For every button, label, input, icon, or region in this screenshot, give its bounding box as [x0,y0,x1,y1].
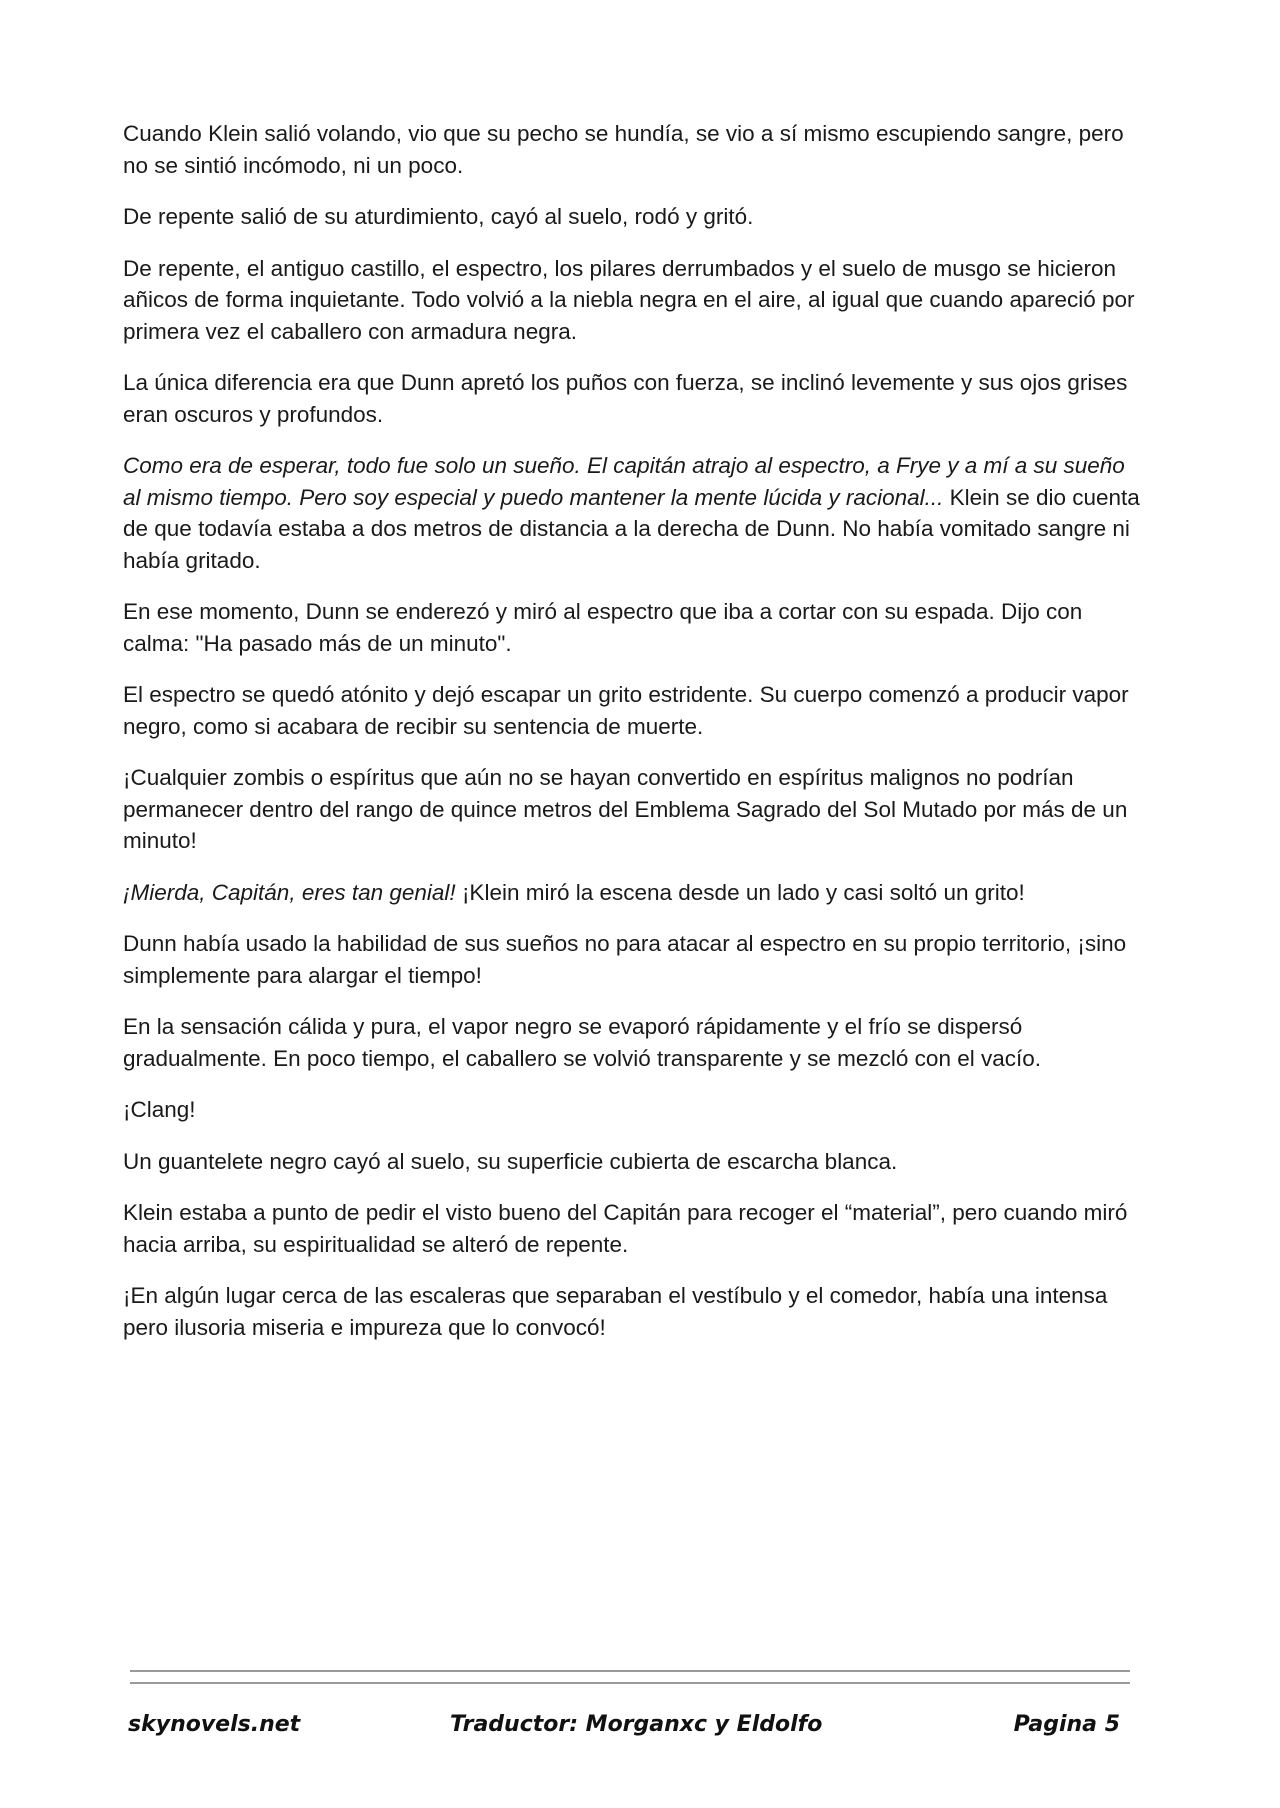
paragraph-text: La única diferencia era que Dunn apretó los puños con fuerza, se inclinó levemente y sus ojos grises eran oscuros y profundos. [123,370,1128,427]
paragraph-text: ¡Cualquier zombis o espíritus que aún no se hayan convertido en espíritus malignos no podrían permanecer dentro del rango de quince metros del Emblema Sagrado del Sol Mutado por más de un minuto! [123,765,1128,853]
page-footer [128,1712,1128,1748]
page-body [123,118,1143,1363]
paragraph [123,596,1143,659]
paragraph-italic-text: ¡Mierda, Capitán, eres tan genial! [123,879,456,905]
paragraph-text: En la sensación cálida y pura, el vapor negro se evaporó rápidamente y el frío se dispersó gradualmente. En poco tiempo, el caballero se volvió transparente y se mezcló con el vacío. [123,1014,1041,1071]
paragraph-italic-text: Como era de esperar, todo fue solo un sueño. El capitán atrajo al espectro, a Frye y a mí a su sueño al mismo tiempo. Pero soy especial y puedo mantener la mente lúcida y racional... [123,453,1125,510]
paragraph-text: De repente, el antiguo castillo, el espectro, los pilares derrumbados y el suelo de musgo se hicieron añicos de forma inquietante. Todo volvió a la niebla negra en el aire, al igual que cuando apareció por primera vez el caballero con armadura negra. [123,255,1135,344]
footer-credit: Traductor: Morganxc y Eldolfo [450,1712,823,1737]
paragraph-text: Cuando Klein salió volando, vio que su pecho se hundía, se vio a sí mismo escupiendo sangre, pero no se sintió incómodo, ni un poco. [123,121,1124,178]
paragraph-text: Klein se dio cuenta de que todavía estaba a dos metros de distancia a la derecha de Dunn. No había vomitado sangre ni había gritado. [123,484,1140,573]
paragraph [123,1011,1143,1074]
paragraph-text: Dunn había usado la habilidad de sus sueños no para atacar al espectro en su propio territorio, ¡sino simplemente para alargar el tiempo! [123,931,1127,988]
paragraph [123,201,1143,233]
footer-divider [130,1670,1130,1684]
paragraph-text: ¡En algún lugar cerca de las escaleras que separaban el vestíbulo y el comedor, había una intensa pero ilusoria miseria e impureza que lo convocó! [123,1283,1108,1340]
paragraph [123,1146,1143,1178]
paragraph [123,367,1143,430]
paragraph [123,928,1143,991]
paragraph [123,1280,1143,1343]
footer-rule-bottom [130,1682,1130,1684]
paragraph [123,762,1143,857]
paragraph [123,1094,1143,1126]
paragraph-text: ¡Clang! [123,1097,196,1122]
footer-page-number: Pagina 5 [1013,1712,1120,1737]
paragraph-text: Klein estaba a punto de pedir el visto bueno del Capitán para recoger el “material”, pero cuando miró hacia arriba, su espiritualidad se alteró de repente. [123,1200,1128,1257]
paragraph [123,118,1143,181]
paragraph-text: De repente salió de su aturdimiento, cayó al suelo, rodó y gritó. [123,204,754,229]
paragraph [123,1197,1143,1260]
paragraph [123,877,1143,909]
paragraph [123,679,1143,742]
paragraph-text: ¡Klein miró la escena desde un lado y casi soltó un grito! [455,879,1025,905]
paragraph-text: El espectro se quedó atónito y dejó escapar un grito estridente. Su cuerpo comenzó a producir vapor negro, como si acabara de recibir su sentencia de muerte. [123,682,1129,739]
footer-site: skynovels.net [128,1712,301,1737]
footer-rule-top [130,1670,1130,1672]
paragraph-text: En ese momento, Dunn se enderezó y miró al espectro que iba a cortar con su espada. Dijo con calma: "Ha pasado más de un minuto". [123,599,1083,656]
paragraph [123,450,1143,576]
paragraph-text: Un guantelete negro cayó al suelo, su superficie cubierta de escarcha blanca. [123,1148,898,1174]
paragraph [123,253,1143,348]
